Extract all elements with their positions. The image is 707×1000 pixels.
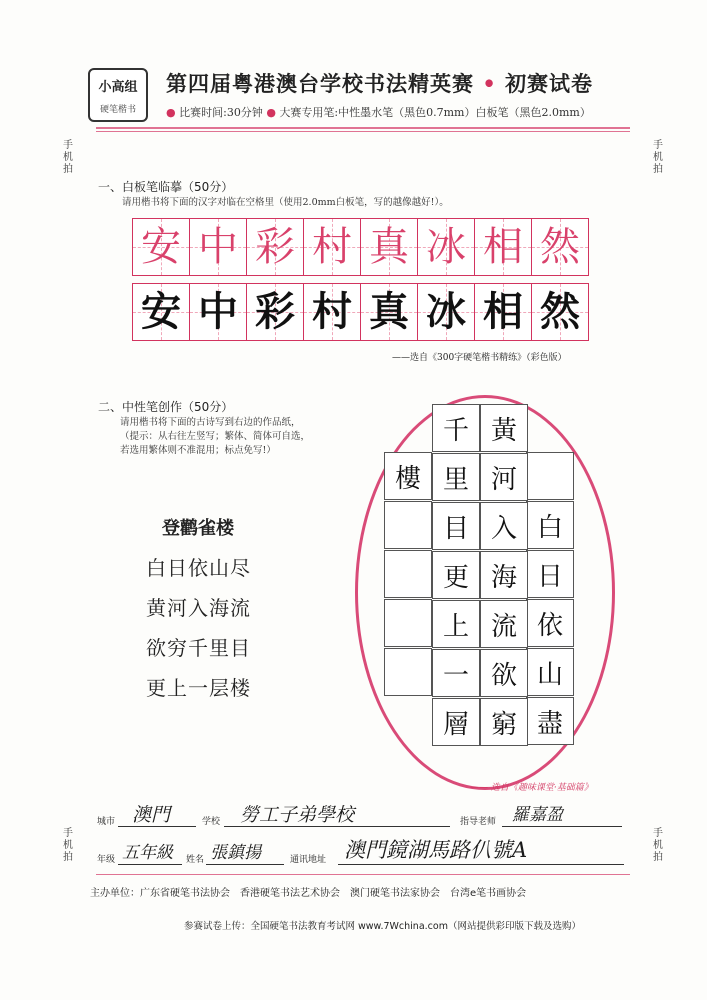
work-grid-cell [384, 599, 432, 647]
city-value: 澳門 [132, 804, 171, 826]
work-grid-cell: 目 [432, 502, 480, 550]
address-line [338, 864, 624, 865]
side-mark-top-right: 手机拍 [653, 140, 663, 175]
section1-source: ——选自《300字硬笔楷书精练》（彩色版） [392, 353, 567, 363]
work-grid-cell [526, 452, 574, 500]
work-grid-cell: 里 [432, 453, 480, 501]
model-char-cell: 村 [303, 218, 361, 276]
written-char-cell: 中 [189, 283, 247, 341]
work-grid-cell [384, 501, 432, 549]
title-main: 第四届粤港澳台学校书法精英赛 [166, 71, 474, 96]
teacher-line [502, 826, 622, 827]
work-grid-cell: 上 [432, 600, 480, 648]
model-char-cell: 然 [531, 218, 589, 276]
title-suffix: 初赛试卷 [505, 71, 594, 96]
work-grid-cell: 窮 [480, 698, 528, 746]
subtitle: ● 比赛时间:30分钟 ● 大赛专用笔:中性墨水笔（黑色0.7mm）白板笔（黑色2.0mm） [166, 106, 591, 119]
section2-instruction-3: 若选用繁体则不准混用；标点免写!） [120, 445, 276, 456]
work-grid-cell: 盡 [526, 697, 574, 745]
address-value: 澳門鏡湖馬路仈號A [344, 838, 528, 862]
poem-line-2: 黄河入海流 [146, 596, 251, 620]
work-grid-cell: 日 [526, 550, 574, 598]
work-grid-cell: 層 [432, 698, 480, 746]
footer-organizers: 主办单位：广东省硬笔书法协会 香港硬笔书法艺术协会 澳门硬笔书法家协会 台湾e笔书画协会 [90, 888, 527, 899]
side-mark-top-left: 手机拍 [63, 140, 73, 175]
work-grid-cell [384, 550, 432, 598]
work-grid-cell: 山 [526, 648, 574, 696]
side-mark-bottom-right: 手机拍 [653, 828, 663, 863]
city-line [118, 826, 196, 827]
school-value: 勞工子弟學校 [240, 804, 355, 826]
teacher-label: 指导老师 [460, 817, 497, 827]
model-char-cell: 冰 [417, 218, 475, 276]
section2-heading: 二、中性笔创作（50分） [98, 400, 234, 414]
page-title [166, 68, 593, 98]
side-mark-bottom-left: 手机拍 [63, 828, 73, 863]
model-char-cell: 安 [132, 218, 190, 276]
school-label: 学校 [202, 817, 221, 827]
work-grid-cell: 河 [480, 453, 528, 501]
written-char-cell: 村 [303, 283, 361, 341]
name-value: 張鎮揚 [210, 843, 261, 863]
model-char-cell: 彩 [246, 218, 304, 276]
grade-label: 年级 [97, 855, 116, 865]
work-grid-cell: 海 [480, 551, 528, 599]
work-grid-cell: 欲 [480, 649, 528, 697]
work-grid-cell: 黃 [480, 404, 528, 452]
name-line [206, 864, 284, 865]
poem-line-4: 更上一层楼 [146, 676, 251, 700]
footer-upload: 参赛试卷上传：全国硬笔书法教育考试网 www.7Wchina.com（网站提供彩印版下载及选购） [184, 921, 581, 932]
work-grid-cell [384, 648, 432, 696]
model-char-cell: 真 [360, 218, 418, 276]
model-char-cell: 相 [474, 218, 532, 276]
subtitle-pens: 大赛专用笔:中性墨水笔（黑色0.7mm）白板笔（黑色2.0mm） [279, 106, 591, 119]
poem-title: 登鹳雀楼 [162, 518, 234, 539]
section1-instruction: 请用楷书将下面的汉字对临在空格里（使用2.0mm白板笔，写的越像越好!）。 [122, 197, 449, 208]
poem-line-3: 欲穷千里目 [146, 636, 251, 660]
work-grid-cell: 依 [526, 599, 574, 647]
title-dot: • [482, 71, 497, 96]
subtitle-time: 比赛时间:30分钟 [179, 106, 263, 119]
work-grid-cell: 白 [526, 501, 574, 549]
address-label: 通讯地址 [290, 855, 327, 865]
work-grid-cell: 千 [432, 404, 480, 452]
work-grid-cell: 樓 [384, 452, 432, 500]
section2-source: —— 选自《趣味课堂·基础篇》 [470, 783, 593, 793]
written-char-cell: 真 [360, 283, 418, 341]
work-grid-cell: 一 [432, 649, 480, 697]
group-badge [88, 68, 148, 122]
section1-heading: 一、白板笔临摹（50分） [98, 180, 234, 194]
work-grid-cell: 入 [480, 502, 528, 550]
teacher-value: 羅嘉盈 [512, 805, 563, 825]
written-char-cell: 相 [474, 283, 532, 341]
section2-instruction-2: （提示：从右往左竖写；繁体、简体可自选， [120, 431, 311, 442]
grade-line [118, 864, 182, 865]
grade-value: 五年級 [122, 843, 173, 863]
header-divider-thin [96, 131, 630, 132]
name-label: 姓名 [186, 855, 205, 865]
group-label: 小高组 [98, 80, 138, 95]
work-grid-cell: 更 [432, 551, 480, 599]
city-label: 城市 [97, 817, 116, 827]
written-char-cell: 彩 [246, 283, 304, 341]
section2-instruction-1: 请用楷书将下面的古诗写到右边的作品纸， [120, 417, 301, 428]
footer-divider [96, 874, 630, 875]
work-grid-cell: 流 [480, 600, 528, 648]
written-char-cell: 安 [132, 283, 190, 341]
written-char-cell: 然 [531, 283, 589, 341]
group-sub-label: 硬笔楷书 [99, 105, 136, 115]
model-char-cell: 中 [189, 218, 247, 276]
school-line [224, 826, 450, 827]
written-char-cell: 冰 [417, 283, 475, 341]
poem-line-1: 白日依山尽 [146, 556, 251, 580]
header-divider [96, 127, 630, 129]
